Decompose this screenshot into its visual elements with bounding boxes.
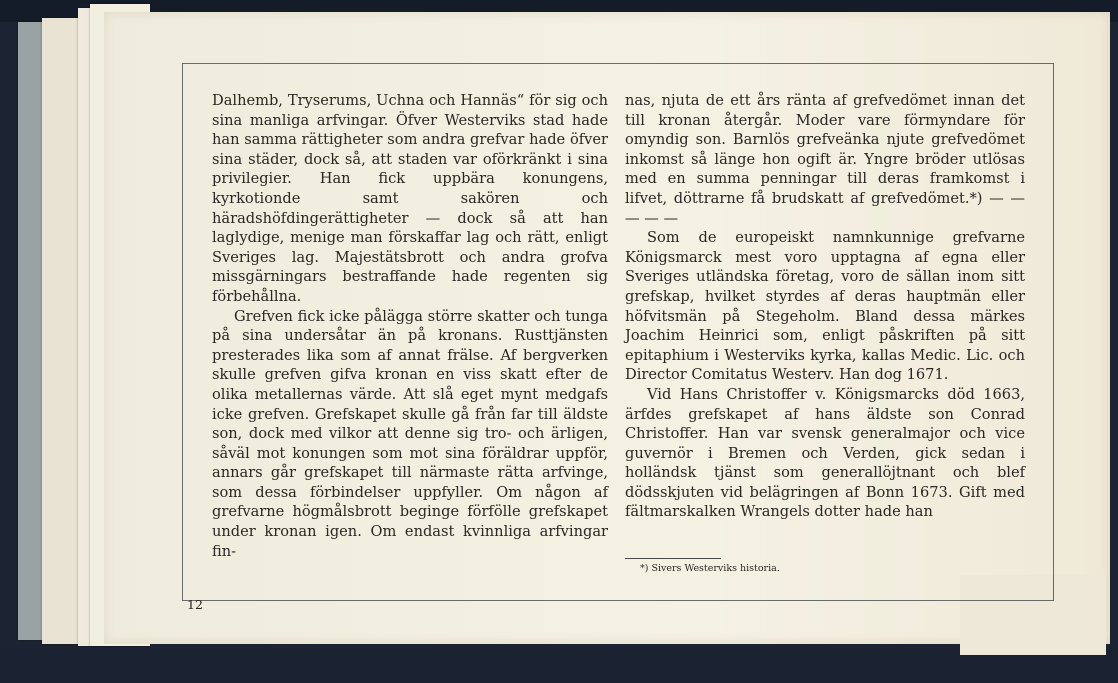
paragraph: Dalhemb, Tryserums, Uchna och Hannäs“ för sig och sina manliga arfvingar. Öfver Westerviks stad hade han samma rättigheter som andra grefvar hade öfver sina städer, dock så, att staden var oförkränkt i sina privilegier. Han fick uppbära konungens, kyrkotionde samt sakören och häradshöfdingerättigheter — dock så att han laglydige, menige man förskaffar lag och rätt, enligt Sveriges lag. Majestätsbrott och andra grofva missgärningars bestraffande hade regenten sig förbehållna. <box>212 92 608 305</box>
paragraph: Grefven fick icke pålägga större skatter och tunga på sina undersåtar än på kronans. Rusttjänsten presterades lika som af annat frälse. Af bergverken skulle grefven gifva kronan en viss skatt efter de olika metallernas värde. Att slå eget mynt medgafs icke grefven. Grefskapet skulle gå från far till äldste son, dock med vilkor att denne sig tro- och ärligen, såväl mot konungen som mot sina föräldrar uppför, annars går grefskapet till närmaste rätta arfvinge, som dessa förbindelser uppfyller. Om någon af grefvarne högmålsbrott beginge förfölle grefskapet under kronan igen. Om endast kvinnliga arfvingar fin- <box>212 307 608 560</box>
paragraph: Vid Hans Christoffer v. Königsmarcks död 1663, ärfdes grefskapet af hans äldste son Conrad Christoffer. Han var svensk generalmajor och vice guvernör i Bremen och Verden, gick sedan i holländsk tjänst som generallöjtnant och blef dödsskjuten vid belägringen af Bonn 1673. Gift med fältmarskalken Wrangels dotter hade han <box>625 385 1025 521</box>
page-number: 12 <box>187 597 203 612</box>
footnote: *) Sivers Westerviks historia. <box>640 563 780 574</box>
left-column <box>212 91 608 561</box>
footnote-divider <box>625 558 721 559</box>
book-cover-bottom <box>0 648 1118 683</box>
paragraph: Som de europeiskt namnkunnige grefvarne Königsmarck mest voro upptagna af egna eller Sveriges utländska företag, voro de sällan inom sitt grefskap, hvilket styrdes af deras hauptmän eller höfvitsmän på Stegeholm. Bland dessa märkes Joachim Heinrici som, enligt påskriften på sitt epitaphium i Westerviks kyrka, kallas Medic. Lic. och Director Comitatus Westerv. Han dog 1671. <box>625 229 1025 384</box>
paragraph: nas, njuta de ett års ränta af grefvedömet innan det till kronan återgår. Moder vare förmyndare för omyndig son. Barnlös grefveänka njute grefvedömet inkomst så länge hon ogift är. Yngre bröder utlösas med en summa penningar till deras framkomst i lifvet, döttrarne få brudskatt af grefvedömet.*) — — — — — <box>625 92 1025 227</box>
right-column <box>625 91 1025 522</box>
